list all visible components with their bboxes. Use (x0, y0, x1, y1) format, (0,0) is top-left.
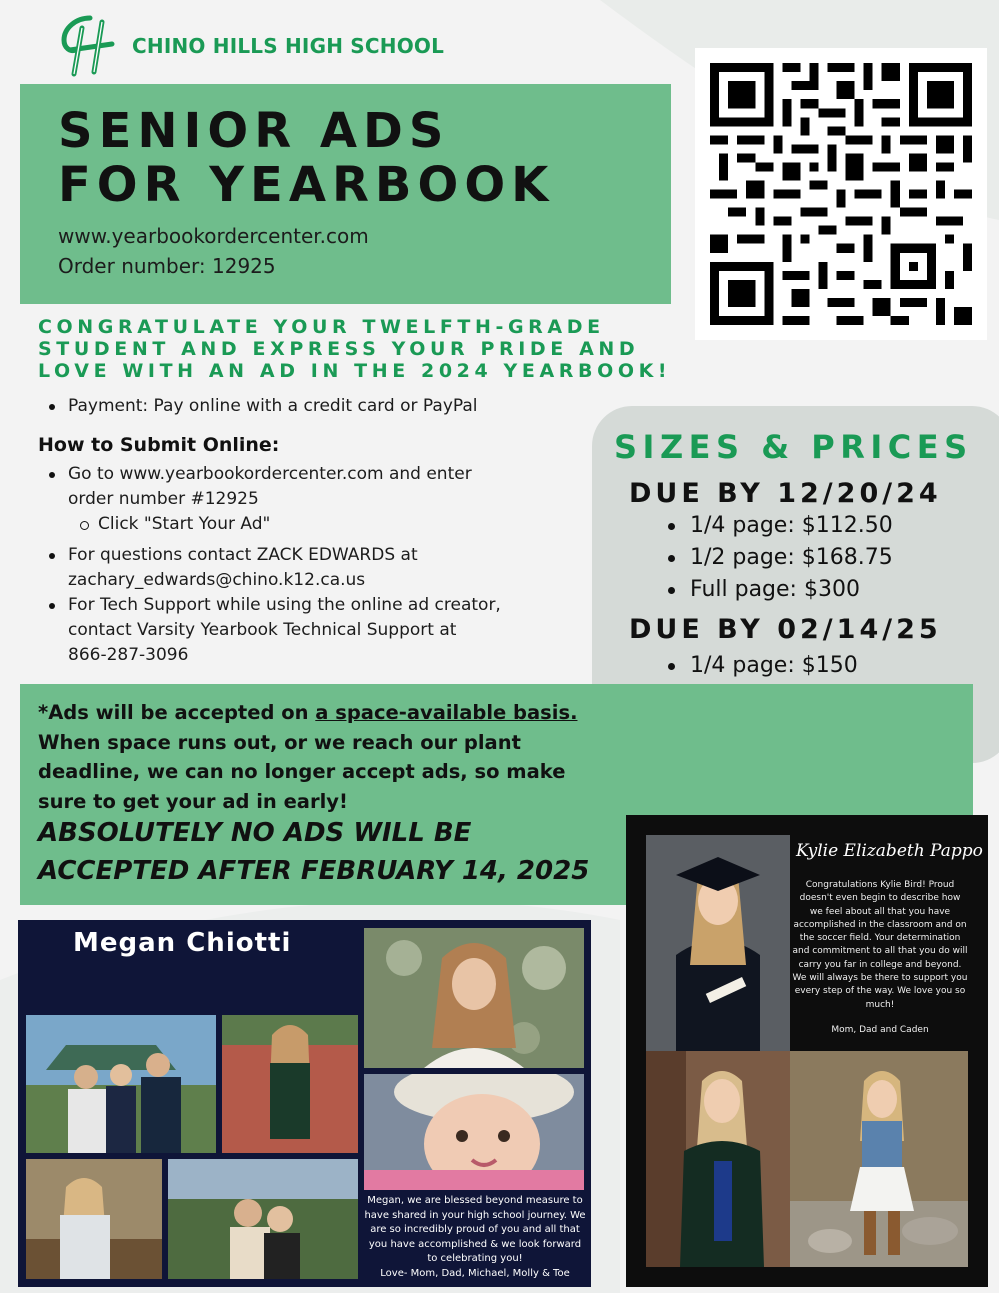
page-title (58, 104, 554, 212)
couple-photo (168, 1159, 358, 1279)
step-questions (38, 543, 598, 593)
contact-email-link[interactable]: zachary_edwards@chino.k12.ca.us (68, 570, 366, 590)
price-quarter-1: 1/4 page: $112.50 (662, 510, 893, 542)
title-line-1: SENIOR ADS (58, 103, 450, 159)
price-half-1: 1/2 page: $168.75 (662, 542, 893, 574)
sample-ad-kylie (626, 815, 988, 1287)
track-photo (222, 1015, 358, 1153)
step-tech-line-2: contact Varsity Yearbook Technical Support at (68, 620, 457, 640)
kylie-ad-signoff: Mom, Dad and Caden (831, 1025, 929, 1035)
megan-ad-name: Megan Chiotti (73, 928, 292, 958)
order-number: Order number: 12925 (58, 254, 276, 278)
payment-item: Payment: Pay online with a credit card or PayPal (38, 394, 598, 419)
notice-line-2: When space runs out, or we reach our plant (38, 730, 521, 754)
warning-line-1: ABSOLUTELY NO ADS WILL BE (38, 818, 472, 848)
notice-prefix: *Ads will be accepted on (38, 701, 316, 724)
megan-message-signoff: Love- Mom, Dad, Michael, Molly & Toe (380, 1267, 570, 1279)
portrait-photo (364, 928, 584, 1068)
notice-warning (38, 814, 638, 890)
notice-text (38, 698, 598, 816)
kylie-ad-message: Congratulations Kylie Bird! Proud doesn't even begin to describe how we feel about all that you have accomplished in the classroom and on the soccer field. Your determination and commitment to all that you do will carry you far in college and beyond. We will always be there to support you every step of the way. We love you so much! (792, 880, 968, 1010)
megan-ad-message (364, 1194, 586, 1282)
price-quarter-2: 1/4 page: $150 (662, 650, 860, 682)
support-phone: 866-287-3096 (68, 645, 189, 665)
payment-list (38, 394, 598, 419)
notice-line-4: sure to get your ad in early! (38, 789, 348, 813)
notice-underlined: a space-available basis. (315, 701, 578, 724)
step-website-line-2: order number #12925 (68, 489, 259, 509)
baby-photo (364, 1074, 584, 1190)
due-date-1: DUE BY 12/20/24 (629, 478, 942, 509)
due-date-2: DUE BY 02/14/25 (629, 614, 942, 645)
qr-code-icon[interactable] (695, 48, 987, 340)
school-name: CHINO HILLS HIGH SCHOOL (132, 34, 445, 58)
intro-heading (38, 316, 678, 382)
title-line-2: FOR YEARBOOK (58, 157, 555, 213)
intro-line-3: LOVE WITH AN AD IN THE 2024 YEARBOOK! (38, 360, 672, 382)
step-tech-support (38, 593, 598, 668)
outdoor-photo (790, 1051, 968, 1267)
graduation-photo (646, 835, 790, 1051)
friends-photo (26, 1159, 162, 1279)
how-to-title: How to Submit Online: (38, 434, 280, 456)
step-website (38, 462, 598, 512)
title-banner (20, 84, 671, 304)
soccer-jacket-photo (646, 1051, 790, 1267)
website-link[interactable]: www.yearbookordercenter.com (58, 224, 369, 248)
step-tech-line-1: For Tech Support while using the online ad creator, (68, 595, 501, 615)
step-website-line-1: Go to www.yearbookordercenter.com and enter (68, 464, 472, 484)
notice-line-3: deadline, we can no longer accept ads, so make (38, 760, 566, 783)
kylie-ad-name: Kylie Elizabeth Pappo (796, 841, 983, 861)
sizes-title: SIZES & PRICES (614, 428, 973, 466)
megan-message-body: Megan, we are blessed beyond measure to have shared in your high school journey. We are so incredibly proud of you and all that you have accomplished & we look forward to celebrating you! (364, 1195, 586, 1265)
step-questions-line-1: For questions contact ZACK EDWARDS at (68, 545, 418, 565)
warning-line-2: ACCEPTED AFTER FEBRUARY 14, 2025 (38, 856, 590, 886)
ch-logo-icon (56, 14, 120, 78)
intro-line-1: CONGRATULATE YOUR TWELFTH-GRADE (38, 316, 605, 338)
step-start-ad: Click "Start Your Ad" (38, 512, 598, 537)
how-to-list (38, 462, 598, 668)
family-photo (26, 1015, 216, 1153)
intro-line-2: STUDENT AND EXPRESS YOUR PRIDE AND (38, 338, 640, 360)
notice-line-1 (38, 698, 598, 728)
price-full-1: Full page: $300 (662, 574, 893, 606)
price-list-1 (662, 510, 893, 606)
sample-ad-megan (18, 920, 591, 1287)
